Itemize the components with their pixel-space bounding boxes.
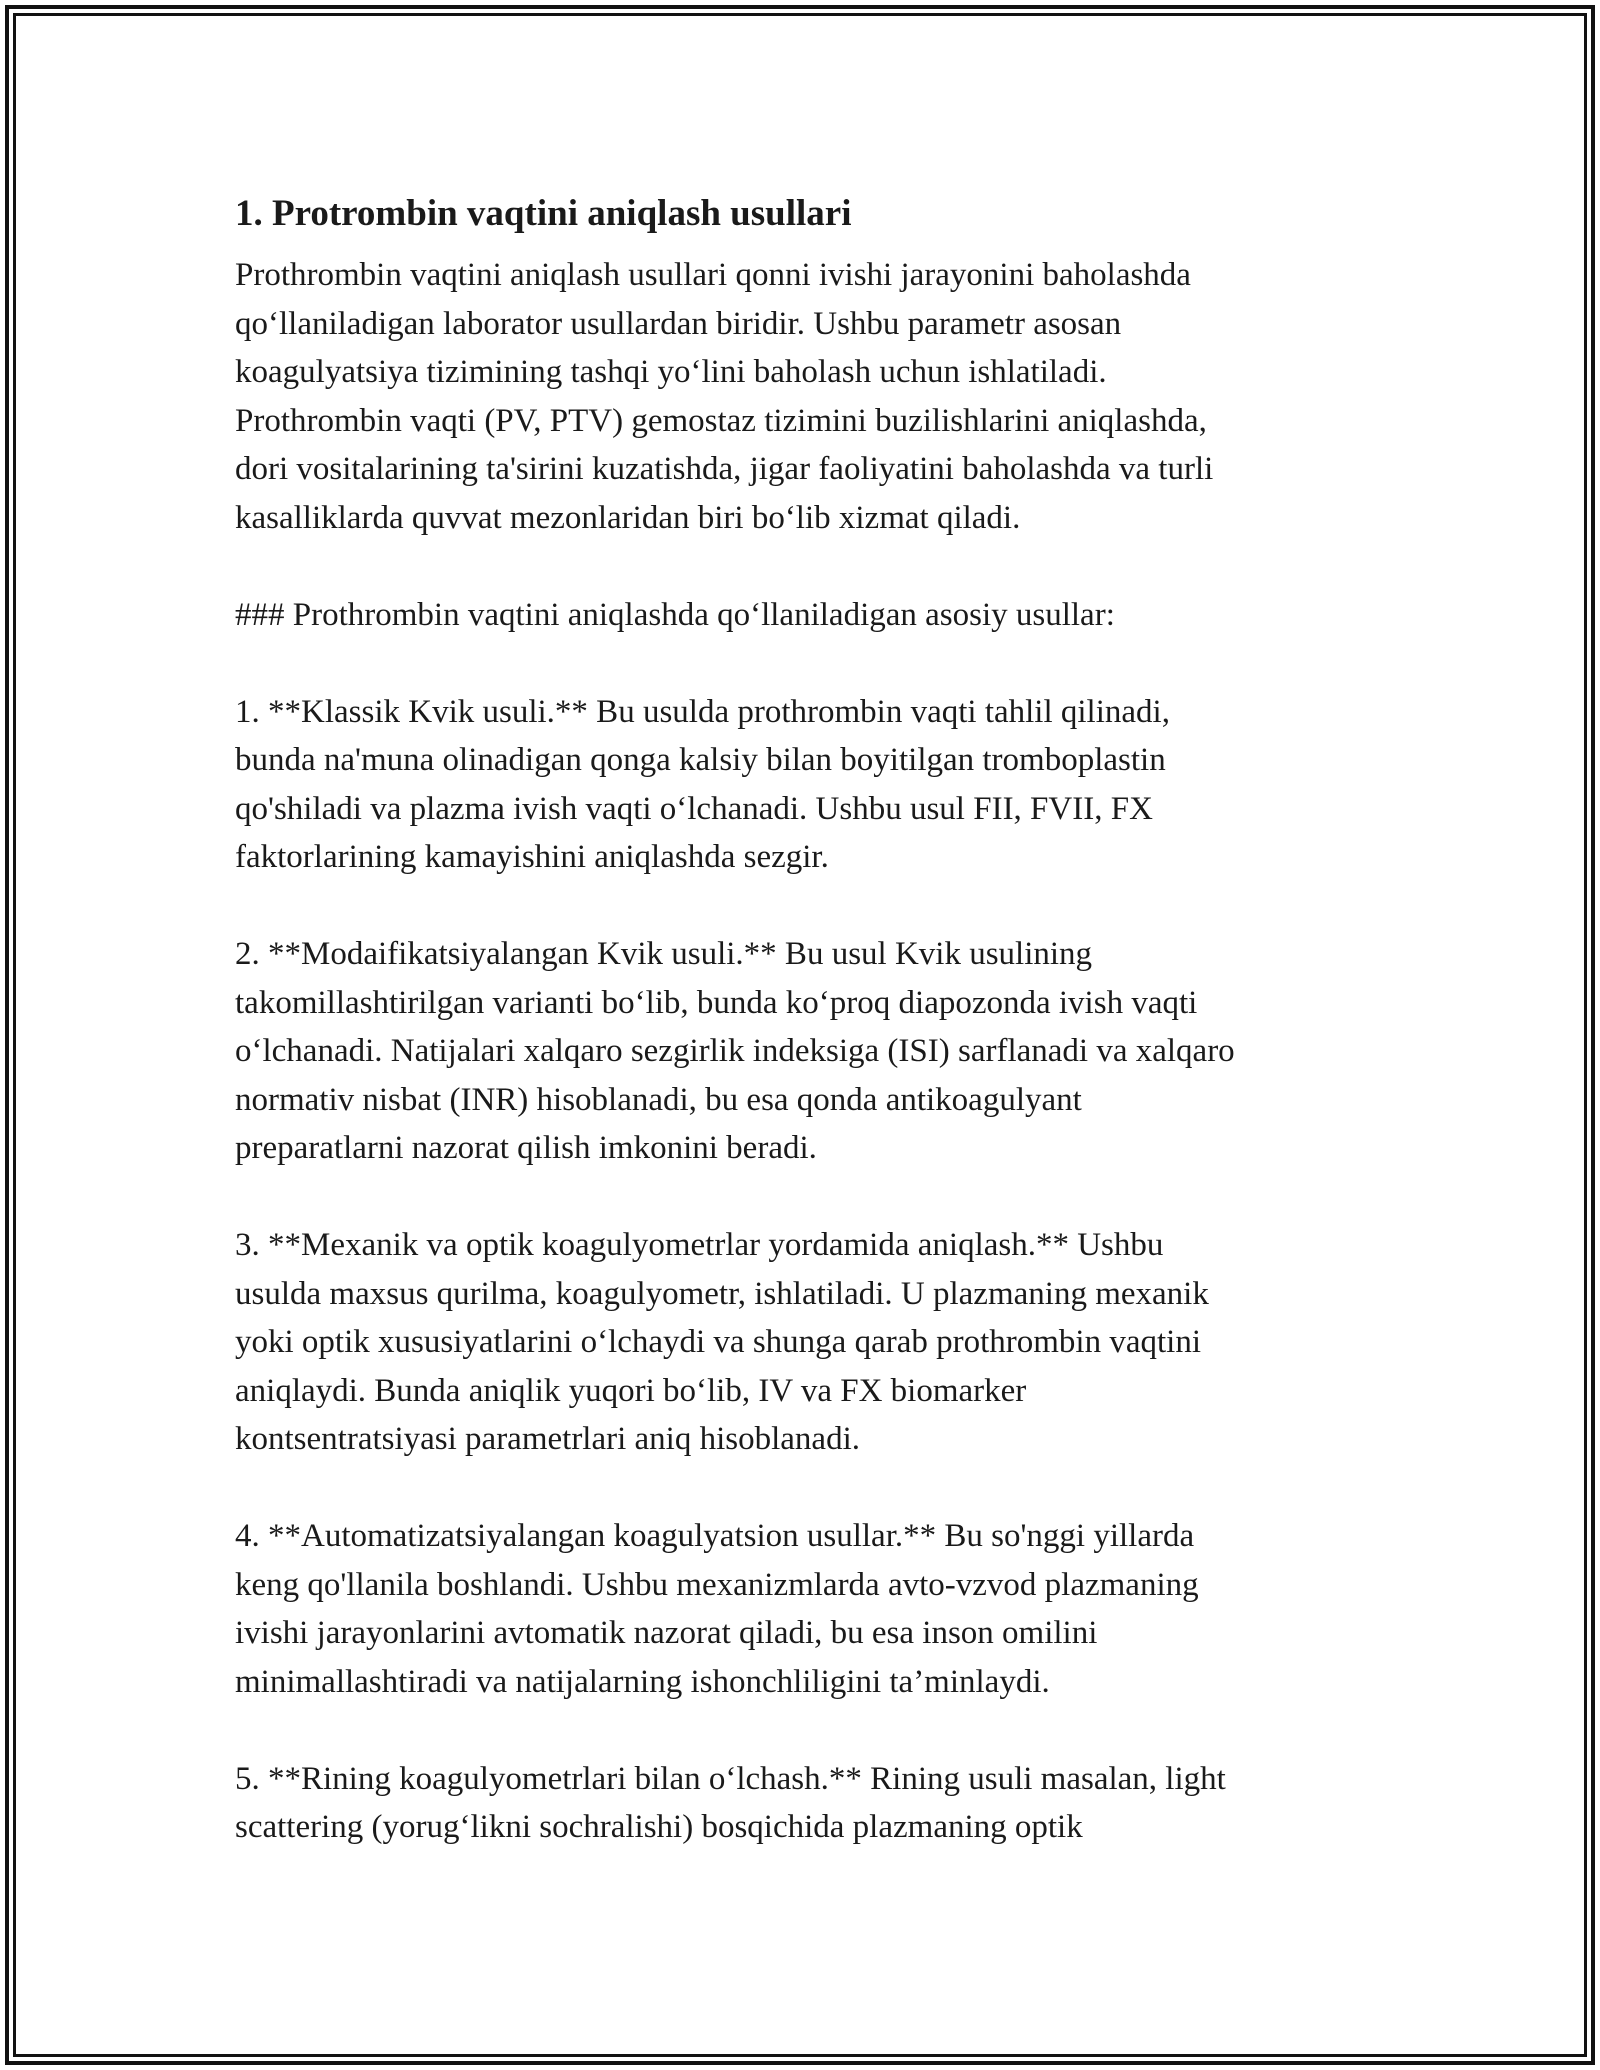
paragraph-spacer bbox=[235, 542, 1365, 591]
list-item: 4. **Automatizatsiyalangan koagulyatsion usullar.** Bu so'nggi yillarda keng qo'llanila boshlandi. Ushbu mexanizmlarda avto-vzvod plazmaning ivishi jarayonlarini avtomatik nazorat qiladi, bu esa inson omilini minimallashtiradi va natijalarning ishonchliligini ta’minlaydi. bbox=[235, 1518, 1199, 1700]
document-body bbox=[235, 185, 1365, 1852]
paragraph-spacer bbox=[235, 639, 1365, 688]
list-item: 1. **Klassik Kvik usuli.** Bu usulda prothrombin vaqti tahlil qilinadi, bunda na'muna olinadigan qonga kalsiy bilan boyitilgan tromboplastin qo'shiladi va plazma ivish vaqti oʻlchanadi. Ushbu usul FII, FVII, FX faktorlarining kamayishini aniqlashda sezgir. bbox=[235, 693, 1170, 875]
paragraph-spacer bbox=[235, 882, 1365, 931]
paragraph-spacer bbox=[235, 1173, 1365, 1222]
intro-paragraph: Prothrombin vaqtini aniqlash usullari qonni ivishi jarayonini baholashda qoʻllaniladigan laborator usullardan biridir. Ushbu parametr asosan koagulyatsiya tizimining tashqi yoʻlini baholash uchun ishlatiladi. Prothrombin vaqti (PV, PTV) gemostaz tizimini buzilishlarini aniqlashda, dori vositalarining ta'sirini kuzatishda, jigar faoliyatini baholashda va turli kasalliklarda quvvat mezonlaridan biri boʻlib xizmat qiladi. bbox=[235, 257, 1214, 536]
section-heading: ### Prothrombin vaqtini aniqlashda qoʻllaniladigan asosiy usullar: bbox=[235, 596, 1115, 633]
list-item: 3. **Mexanik va optik koagulyometrlar yordamida aniqlash.** Ushbu usulda maxsus qurilma, koagulyometr, ishlatiladi. U plazmaning mexanik yoki optik xususiyatlarini oʻlchaydi va shunga qarab prothrombin vaqtini aniqlaydi. Bunda aniqlik yuqori boʻlib, IV va FX biomarker kontsentratsiyasi parametrlari aniq hisoblanadi. bbox=[235, 1227, 1209, 1457]
page-title: 1. Protrombin vaqtini aniqlash usullari bbox=[235, 193, 852, 234]
paragraph-spacer bbox=[235, 1706, 1365, 1755]
list-item: 5. **Rining koagulyometrlari bilan oʻlchash.** Rining usuli masalan, light scattering (yorugʻlikni sochralishi) bosqichida plazmaning optik bbox=[235, 1760, 1226, 1845]
list-item: 2. **Modaifikatsiyalangan Kvik usuli.** Bu usul Kvik usulining takomillashtirilgan varianti boʻlib, bunda koʻproq diapozonda ivish vaqti oʻlchanadi. Natijalari xalqaro sezgirlik indeksiga (ISI) sarflanadi va xalqaro normativ nisbat (INR) hisoblanadi, bu esa qonda antikoagulyant preparatlarni nazorat qilish imkonini beradi. bbox=[235, 936, 1235, 1166]
paragraph-spacer bbox=[235, 1464, 1365, 1513]
